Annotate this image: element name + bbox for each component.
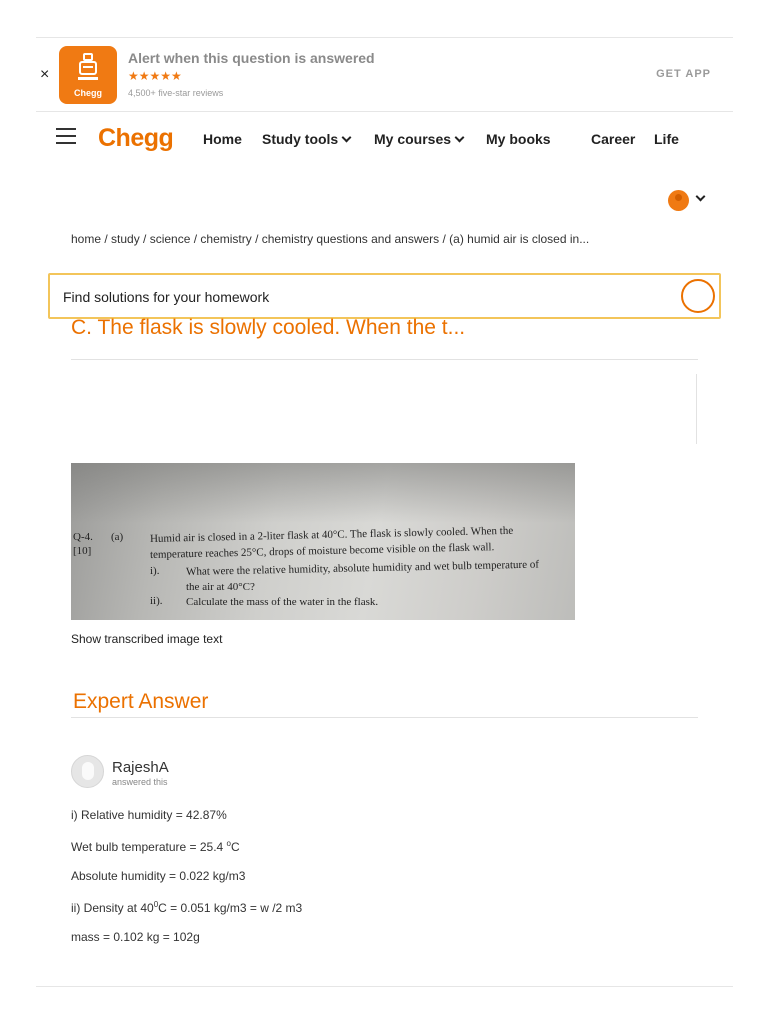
answer-line: mass = 0.102 kg = 102g (71, 930, 200, 944)
nav-item-label: My courses (374, 131, 452, 147)
answer-text: C = 0.051 kg/m3 = w /2 m3 (158, 901, 303, 915)
search-bar (48, 273, 721, 319)
nav-item-home[interactable] (203, 131, 242, 147)
avatar[interactable] (71, 755, 104, 788)
banner-logo-text: Chegg (74, 88, 102, 98)
rating-stars-icon: ★★★★★ (128, 69, 182, 83)
question-image[interactable] (71, 463, 575, 620)
nav-item-study-tools[interactable] (262, 131, 350, 147)
search-input[interactable] (63, 287, 663, 307)
divider (71, 717, 698, 718)
nav-item-label: Study tools (262, 131, 339, 147)
question-text-line: What were the relative humidity, absolute humidity and wet bulb temperature of (185, 558, 540, 578)
nav-item-my-courses[interactable] (374, 131, 463, 147)
question-text-line: the air at 40°C? (186, 581, 255, 593)
question-text-line: temperature reaches 25°C, drops of moisture become visible on the flask wall. (149, 541, 495, 561)
answer-line: i) Relative humidity = 42.87% (71, 808, 227, 822)
question-text-line: Humid air is closed in a 2-liter flask at 40°C. The flask is slowly cooled. When the (149, 524, 514, 545)
superscript: o (226, 839, 231, 848)
answer-line (71, 900, 302, 915)
nav-item-label: Life (654, 131, 679, 147)
question-subpart: ii). (150, 595, 163, 607)
chegg-logo[interactable]: Chegg (98, 124, 174, 152)
question-title: C. The flask is slowly cooled. When the t... (71, 316, 466, 339)
question-subpart: i). (150, 565, 160, 577)
app-banner (36, 37, 733, 112)
answer-text: Wet bulb temperature = 25.4 (71, 840, 227, 854)
study-lamp-icon (75, 52, 101, 84)
main-nav (0, 118, 768, 162)
chevron-down-icon (342, 133, 352, 143)
nav-item-life[interactable] (654, 131, 679, 147)
profile-menu[interactable] (668, 190, 710, 212)
nav-item-label: Career (591, 131, 636, 147)
answer-text: C (231, 840, 240, 854)
superscript: 0 (153, 900, 159, 909)
show-transcribed-link[interactable]: Show transcribed image text (71, 632, 223, 646)
answer-line: Absolute humidity = 0.022 kg/m3 (71, 869, 246, 883)
divider (36, 986, 733, 987)
answer-line (71, 839, 240, 854)
expert-answer-heading: Expert Answer (73, 690, 209, 713)
search-icon[interactable] (681, 279, 715, 313)
divider (71, 359, 698, 360)
get-app-button[interactable]: GET APP (656, 68, 711, 80)
chegg-app-logo[interactable] (59, 46, 117, 104)
nav-item-career[interactable] (591, 131, 635, 147)
nav-item-label: Home (203, 131, 242, 147)
banner-title: Alert when this question is answered (128, 50, 375, 66)
question-text-line: Calculate the mass of the water in the flask. (186, 596, 379, 608)
answerer-subtitle: answered this (112, 777, 168, 787)
chevron-down-icon (455, 133, 465, 143)
close-icon[interactable]: × (40, 66, 50, 83)
question-points: [10] (73, 545, 92, 557)
question-number: Q-4. (73, 531, 93, 543)
nav-item-label: My books (486, 131, 551, 147)
avatar (668, 190, 689, 211)
breadcrumb[interactable]: home / study / science / chemistry / chemistry questions and answers / (a) humid air is closed in... (71, 232, 590, 246)
banner-reviews: 4,500+ five-star reviews (128, 88, 224, 98)
hamburger-menu-icon[interactable] (56, 128, 76, 146)
question-part: (a) (111, 531, 124, 543)
nav-item-my-books[interactable] (486, 131, 551, 147)
answerer-name[interactable]: RajeshA (112, 759, 169, 776)
chevron-down-icon (696, 192, 706, 202)
answer-text: ii) Density at 40 (71, 901, 154, 915)
divider (696, 374, 697, 444)
